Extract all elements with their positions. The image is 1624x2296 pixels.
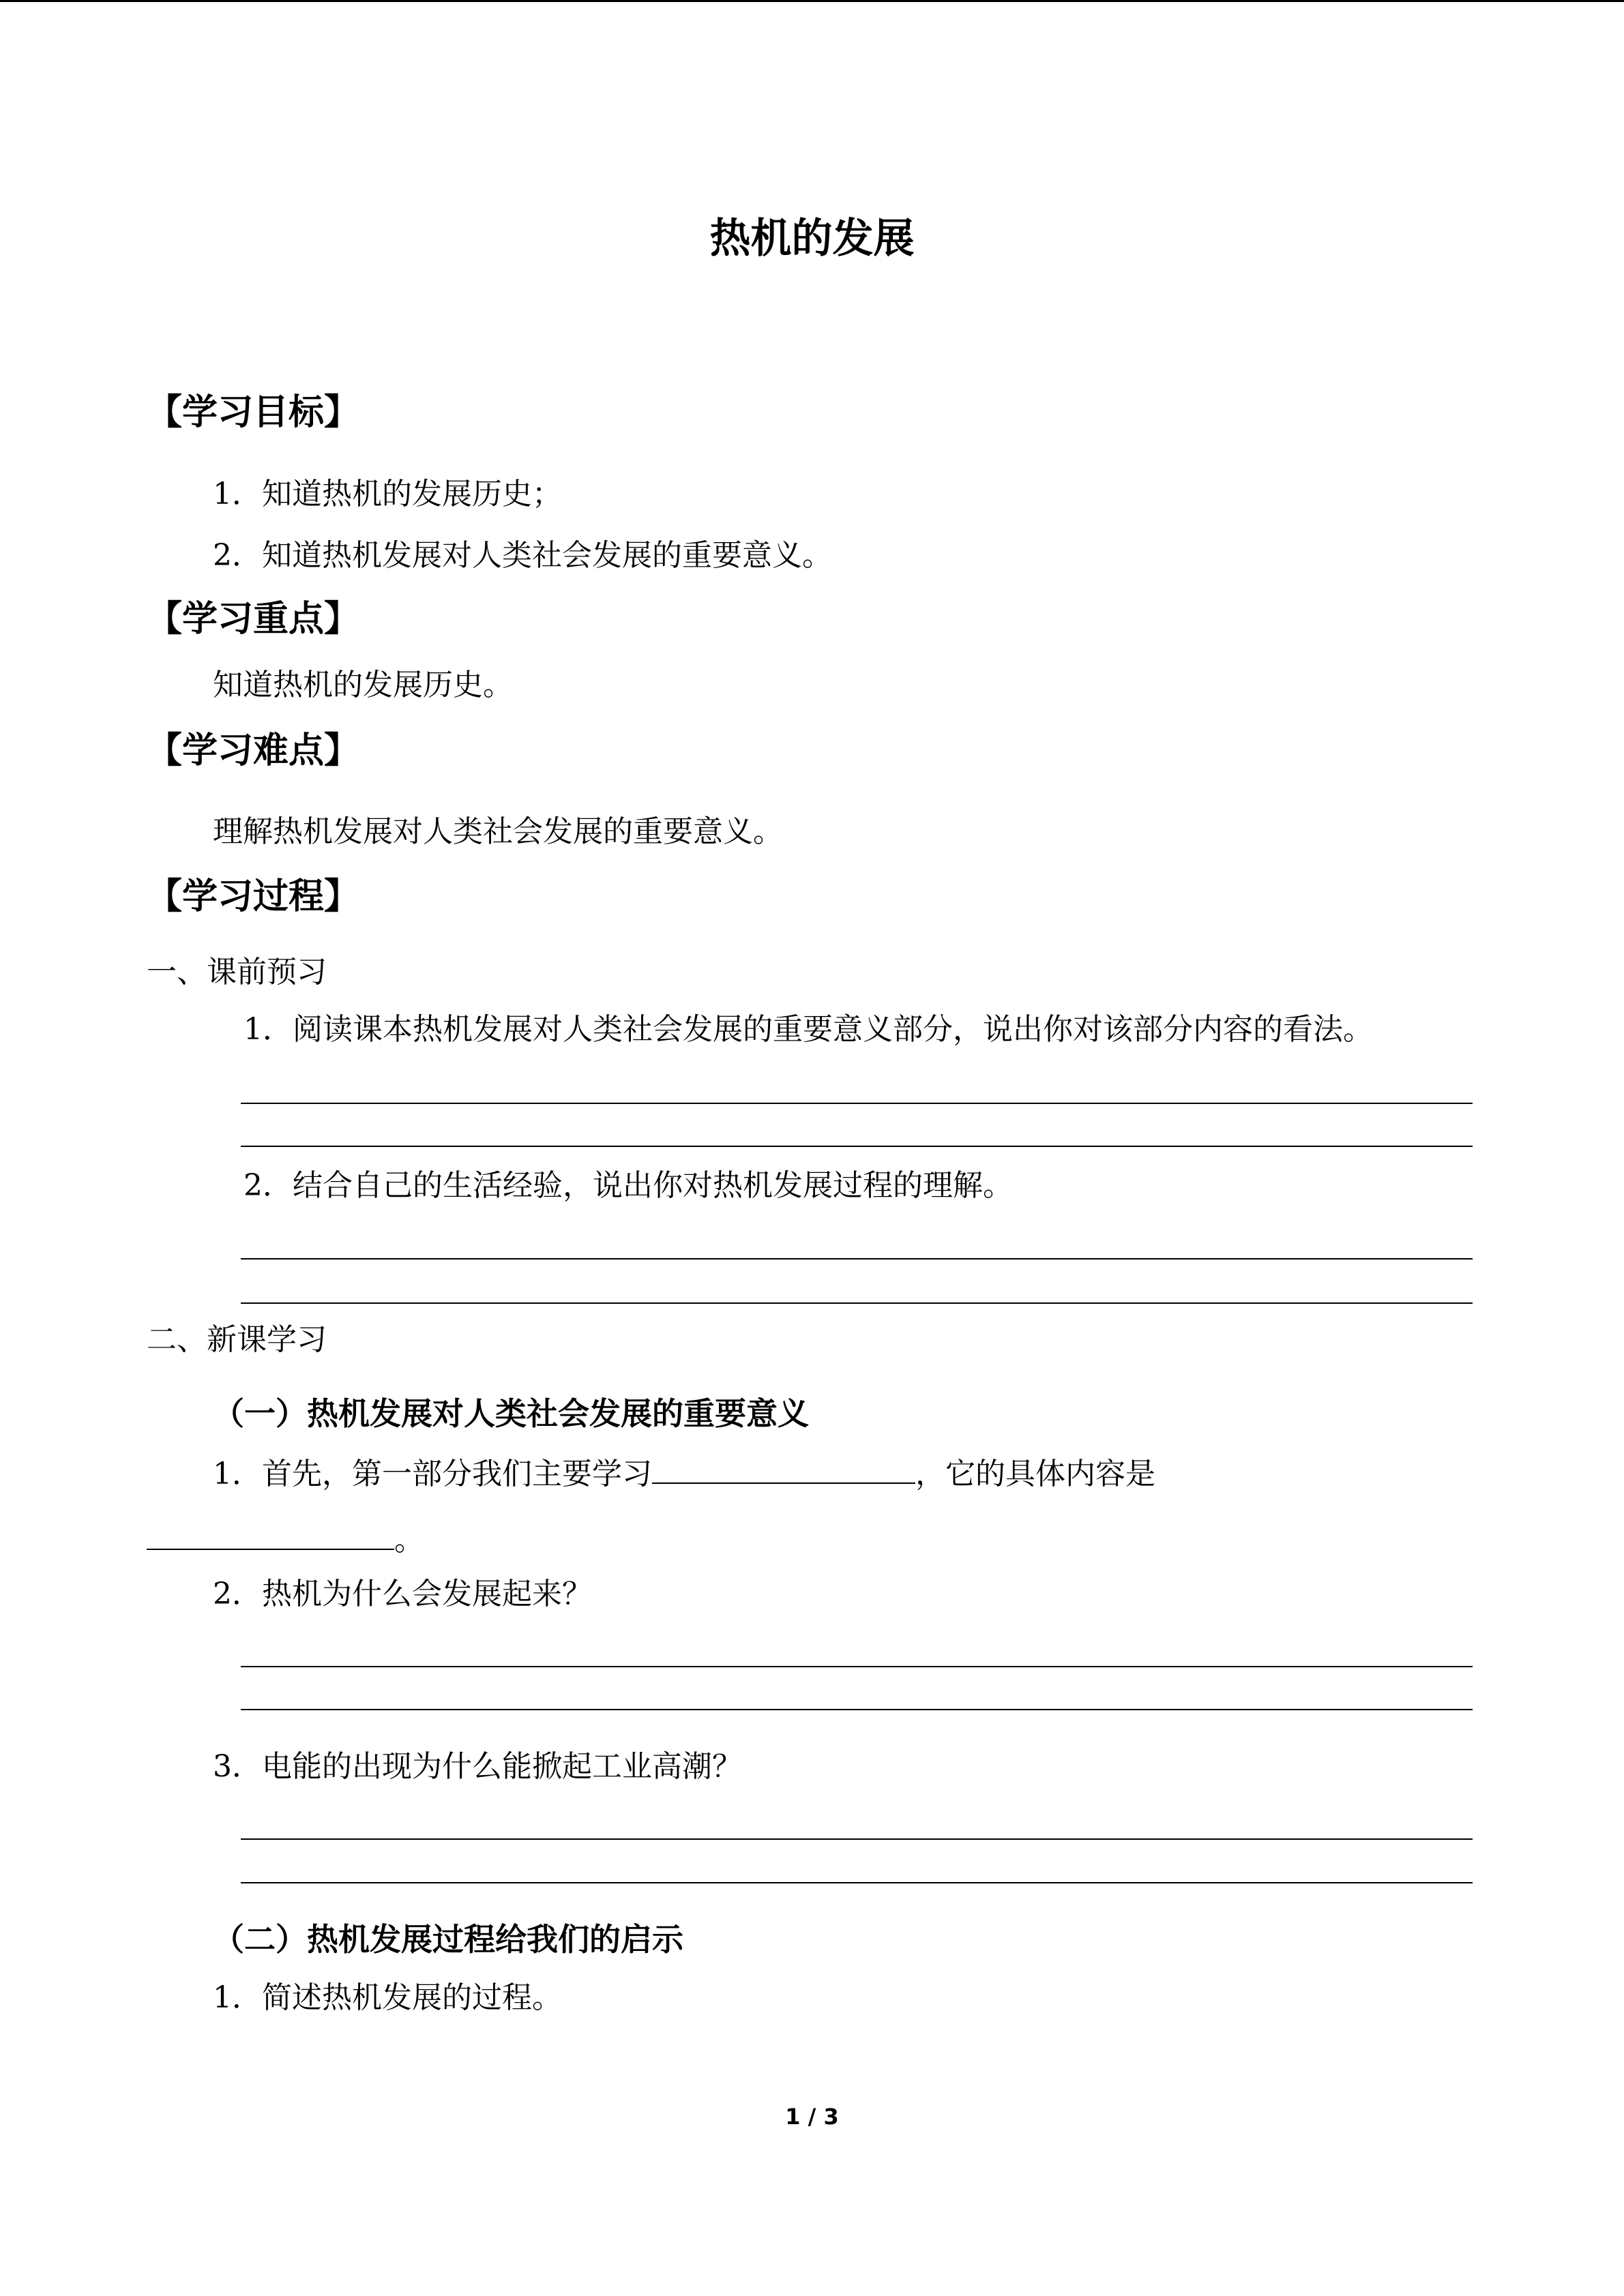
answer-line: [241, 1258, 1473, 1259]
part1-question-1-end: 。: [394, 1523, 424, 1557]
page-number: 1 / 3: [785, 2104, 839, 2130]
part1-question-3: 3．电能的出现为什么能掀起工业高潮？: [213, 1749, 742, 1784]
process-heading: 【学习过程】: [147, 876, 360, 917]
preview-heading: 一、课前预习: [147, 955, 327, 989]
difficulties-text: 理解热机发展对人类社会发展的重要意义。: [213, 814, 783, 849]
part1-question-1-prefix: 1．首先，第一部分我们主要学习: [213, 1457, 652, 1491]
answer-line: [241, 1103, 1473, 1104]
answer-line: [241, 1709, 1473, 1710]
answer-line: [241, 1666, 1473, 1667]
objective-item: 1．知道热机的发展历史；: [213, 477, 562, 511]
part1-heading: （一）热机发展对人类社会发展的重要意义: [213, 1395, 809, 1432]
fill-in-blank: [652, 1452, 915, 1484]
new-lesson-heading: 二、新课学习: [147, 1322, 327, 1357]
key-points-heading: 【学习重点】: [147, 599, 360, 640]
part1-question-2: 2．热机为什么会发展起来？: [213, 1577, 592, 1611]
part1-question-1: [213, 1452, 1155, 1495]
preview-question-2: 2．结合自己的生活经验，说出你对热机发展过程的理解。: [243, 1168, 1013, 1203]
part2-heading: （二）热机发展过程给我们的启示: [213, 1921, 683, 1958]
answer-line: [241, 1146, 1473, 1147]
part2-question-1: 1．简述热机发展的过程。: [213, 1980, 562, 2015]
preview-question-1: 1．阅读课本热机发展对人类社会发展的重要意义部分，说出你对该部分内容的看法。: [243, 1012, 1373, 1047]
objectives-heading: 【学习目标】: [147, 392, 360, 433]
fill-in-blank: [147, 1519, 394, 1550]
difficulties-heading: 【学习难点】: [147, 730, 360, 771]
page-top-border: [0, 0, 1624, 2]
answer-line: [241, 1838, 1473, 1840]
objective-item: 2．知道热机发展对人类社会发展的重要意义。: [213, 538, 832, 573]
key-points-text: 知道热机的发展历史。: [213, 668, 513, 702]
answer-line: [241, 1302, 1473, 1304]
part1-question-1-continued: [147, 1519, 424, 1561]
page-title: 热机的发展: [709, 215, 915, 263]
answer-line: [241, 1882, 1473, 1883]
part1-question-1-middle: ，它的具体内容是: [915, 1457, 1155, 1491]
